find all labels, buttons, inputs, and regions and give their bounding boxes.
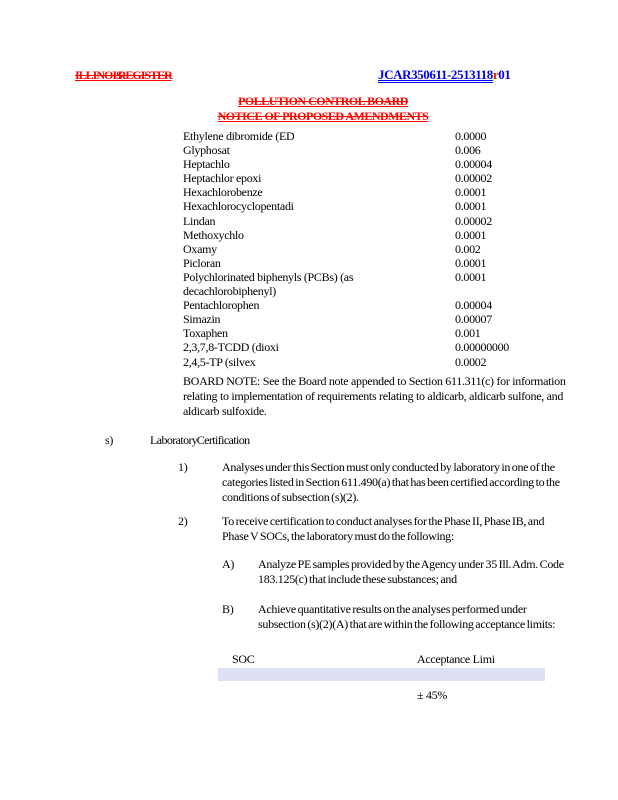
item-1-text: Analyses under this Section must only conducted by laboratory in one of the categories listed in Section 611.490(a) that has been certified according to the conditions of subsection (s)(2). — [222, 460, 560, 504]
table-row — [183, 185, 565, 199]
chemical-value: 0.0001 — [455, 255, 487, 270]
illinois-register-heading: ILLINOIS REGISTER — [75, 68, 172, 82]
chemical-value: 0.00002 — [455, 171, 492, 186]
item-1-number: 1) — [178, 460, 188, 474]
subsection-s-label: s) — [105, 433, 114, 447]
chemical-name: Oxamy — [183, 241, 217, 256]
table-row — [183, 171, 565, 185]
jcar-link-main[interactable]: JCAR350611-2513118 — [378, 67, 493, 82]
chemical-name: Toxaphen — [183, 326, 228, 341]
chemical-value: 0.00004 — [455, 298, 492, 313]
item-2a-text: Analyze PE samples provided by the Agency under 35 Ill. Adm. Code 183.125(c) that include these substances; and — [258, 557, 564, 586]
chemical-value: 0.0001 — [455, 199, 487, 214]
acceptance-limit-value: ± 45% — [417, 688, 448, 702]
table-row — [183, 129, 565, 143]
chemical-name: Hexachlorocyclopentadi — [183, 199, 294, 214]
table-row — [183, 143, 565, 157]
table-row — [183, 355, 565, 369]
chemical-value: 0.0001 — [455, 185, 487, 200]
table-row — [183, 228, 565, 242]
board-title: POLLUTION CONTROL BOARD — [238, 94, 408, 108]
subsection-s-title: Laboratory Certification — [150, 433, 250, 447]
table-row — [183, 298, 565, 312]
table-row — [183, 312, 565, 326]
chemical-value: 0.00007 — [455, 312, 492, 327]
jcar-link-revision-r: r — [492, 67, 499, 82]
chemical-value: 0.00000000 — [455, 340, 510, 355]
item-2b-text: Achieve quantitative results on the analyses performed under subsection (s)(2)(A) that are within the following acceptance limits: — [258, 602, 556, 631]
chemical-name: Lindan — [183, 213, 216, 228]
jcar-link-revision-num: 01 — [498, 67, 511, 82]
notice-title: NOTICE OF PROPOSED AMENDMENTS — [217, 109, 429, 123]
highlight-band — [218, 668, 545, 681]
chemical-value: 0.0002 — [455, 354, 487, 369]
jcar-link[interactable] — [378, 67, 510, 83]
chemical-value: 0.002 — [455, 241, 481, 256]
chemical-name-continued: decachlorobiphenyl) — [183, 284, 276, 299]
item-2b — [222, 602, 576, 632]
chemical-value: 0.00002 — [455, 213, 492, 228]
table-row — [183, 270, 565, 284]
chemical-name: 2,4,5-TP (silvex — [183, 354, 256, 369]
soc-column-header: SOC — [232, 652, 255, 666]
chemical-name: Heptachlo — [183, 157, 230, 172]
board-note: BOARD NOTE: See the Board note appended to Section 611.311(c) for information relating to implementation of requirements relating to aldicarb, aldicarb sulfone, and aldicarb sulfoxide. — [183, 374, 566, 418]
table-row-continuation — [183, 284, 565, 298]
chemical-value: 0.0001 — [455, 269, 487, 284]
table-row — [183, 326, 565, 340]
acceptance-limit-column-header: Acceptance Limi — [417, 652, 495, 666]
table-row — [183, 214, 565, 228]
chemical-limits-table — [183, 129, 565, 369]
chemical-name: Polychlorinated biphenyls (PCBs) (as — [183, 269, 354, 284]
table-row — [183, 340, 565, 354]
table-row — [183, 242, 565, 256]
chemical-name: 2,3,7,8-TCDD (dioxi — [183, 340, 279, 355]
item-2a-letter: A) — [222, 557, 235, 571]
item-2b-letter: B) — [222, 602, 234, 616]
table-row — [183, 199, 565, 213]
document-titles — [0, 94, 618, 124]
item-2-text: To receive certification to conduct analyses for the Phase II, Phase IB, and Phase V SOCs, the laboratory must do the following: — [222, 514, 545, 543]
chemical-name: Simazin — [183, 312, 221, 327]
item-2a — [222, 557, 576, 587]
chemical-value: 0.001 — [455, 326, 481, 341]
chemical-name: Picloran — [183, 255, 221, 270]
chemical-name: Glyphosat — [183, 143, 230, 158]
table-row — [183, 157, 565, 171]
table-row — [183, 256, 565, 270]
item-2 — [178, 514, 572, 544]
chemical-value: 0.006 — [455, 143, 481, 158]
chemical-name: Methoxychlo — [183, 227, 244, 242]
item-1 — [178, 460, 572, 505]
chemical-name: Heptachlor epoxi — [183, 171, 262, 186]
item-2-number: 2) — [178, 514, 188, 528]
chemical-value: 0.0000 — [455, 129, 487, 143]
chemical-name: Ethylene dibromide (ED — [183, 129, 295, 143]
chemical-name: Pentachlorophen — [183, 298, 260, 313]
chemical-value: 0.00004 — [455, 157, 492, 172]
chemical-value: 0.0001 — [455, 227, 487, 242]
chemical-name: Hexachlorobenze — [183, 185, 263, 200]
